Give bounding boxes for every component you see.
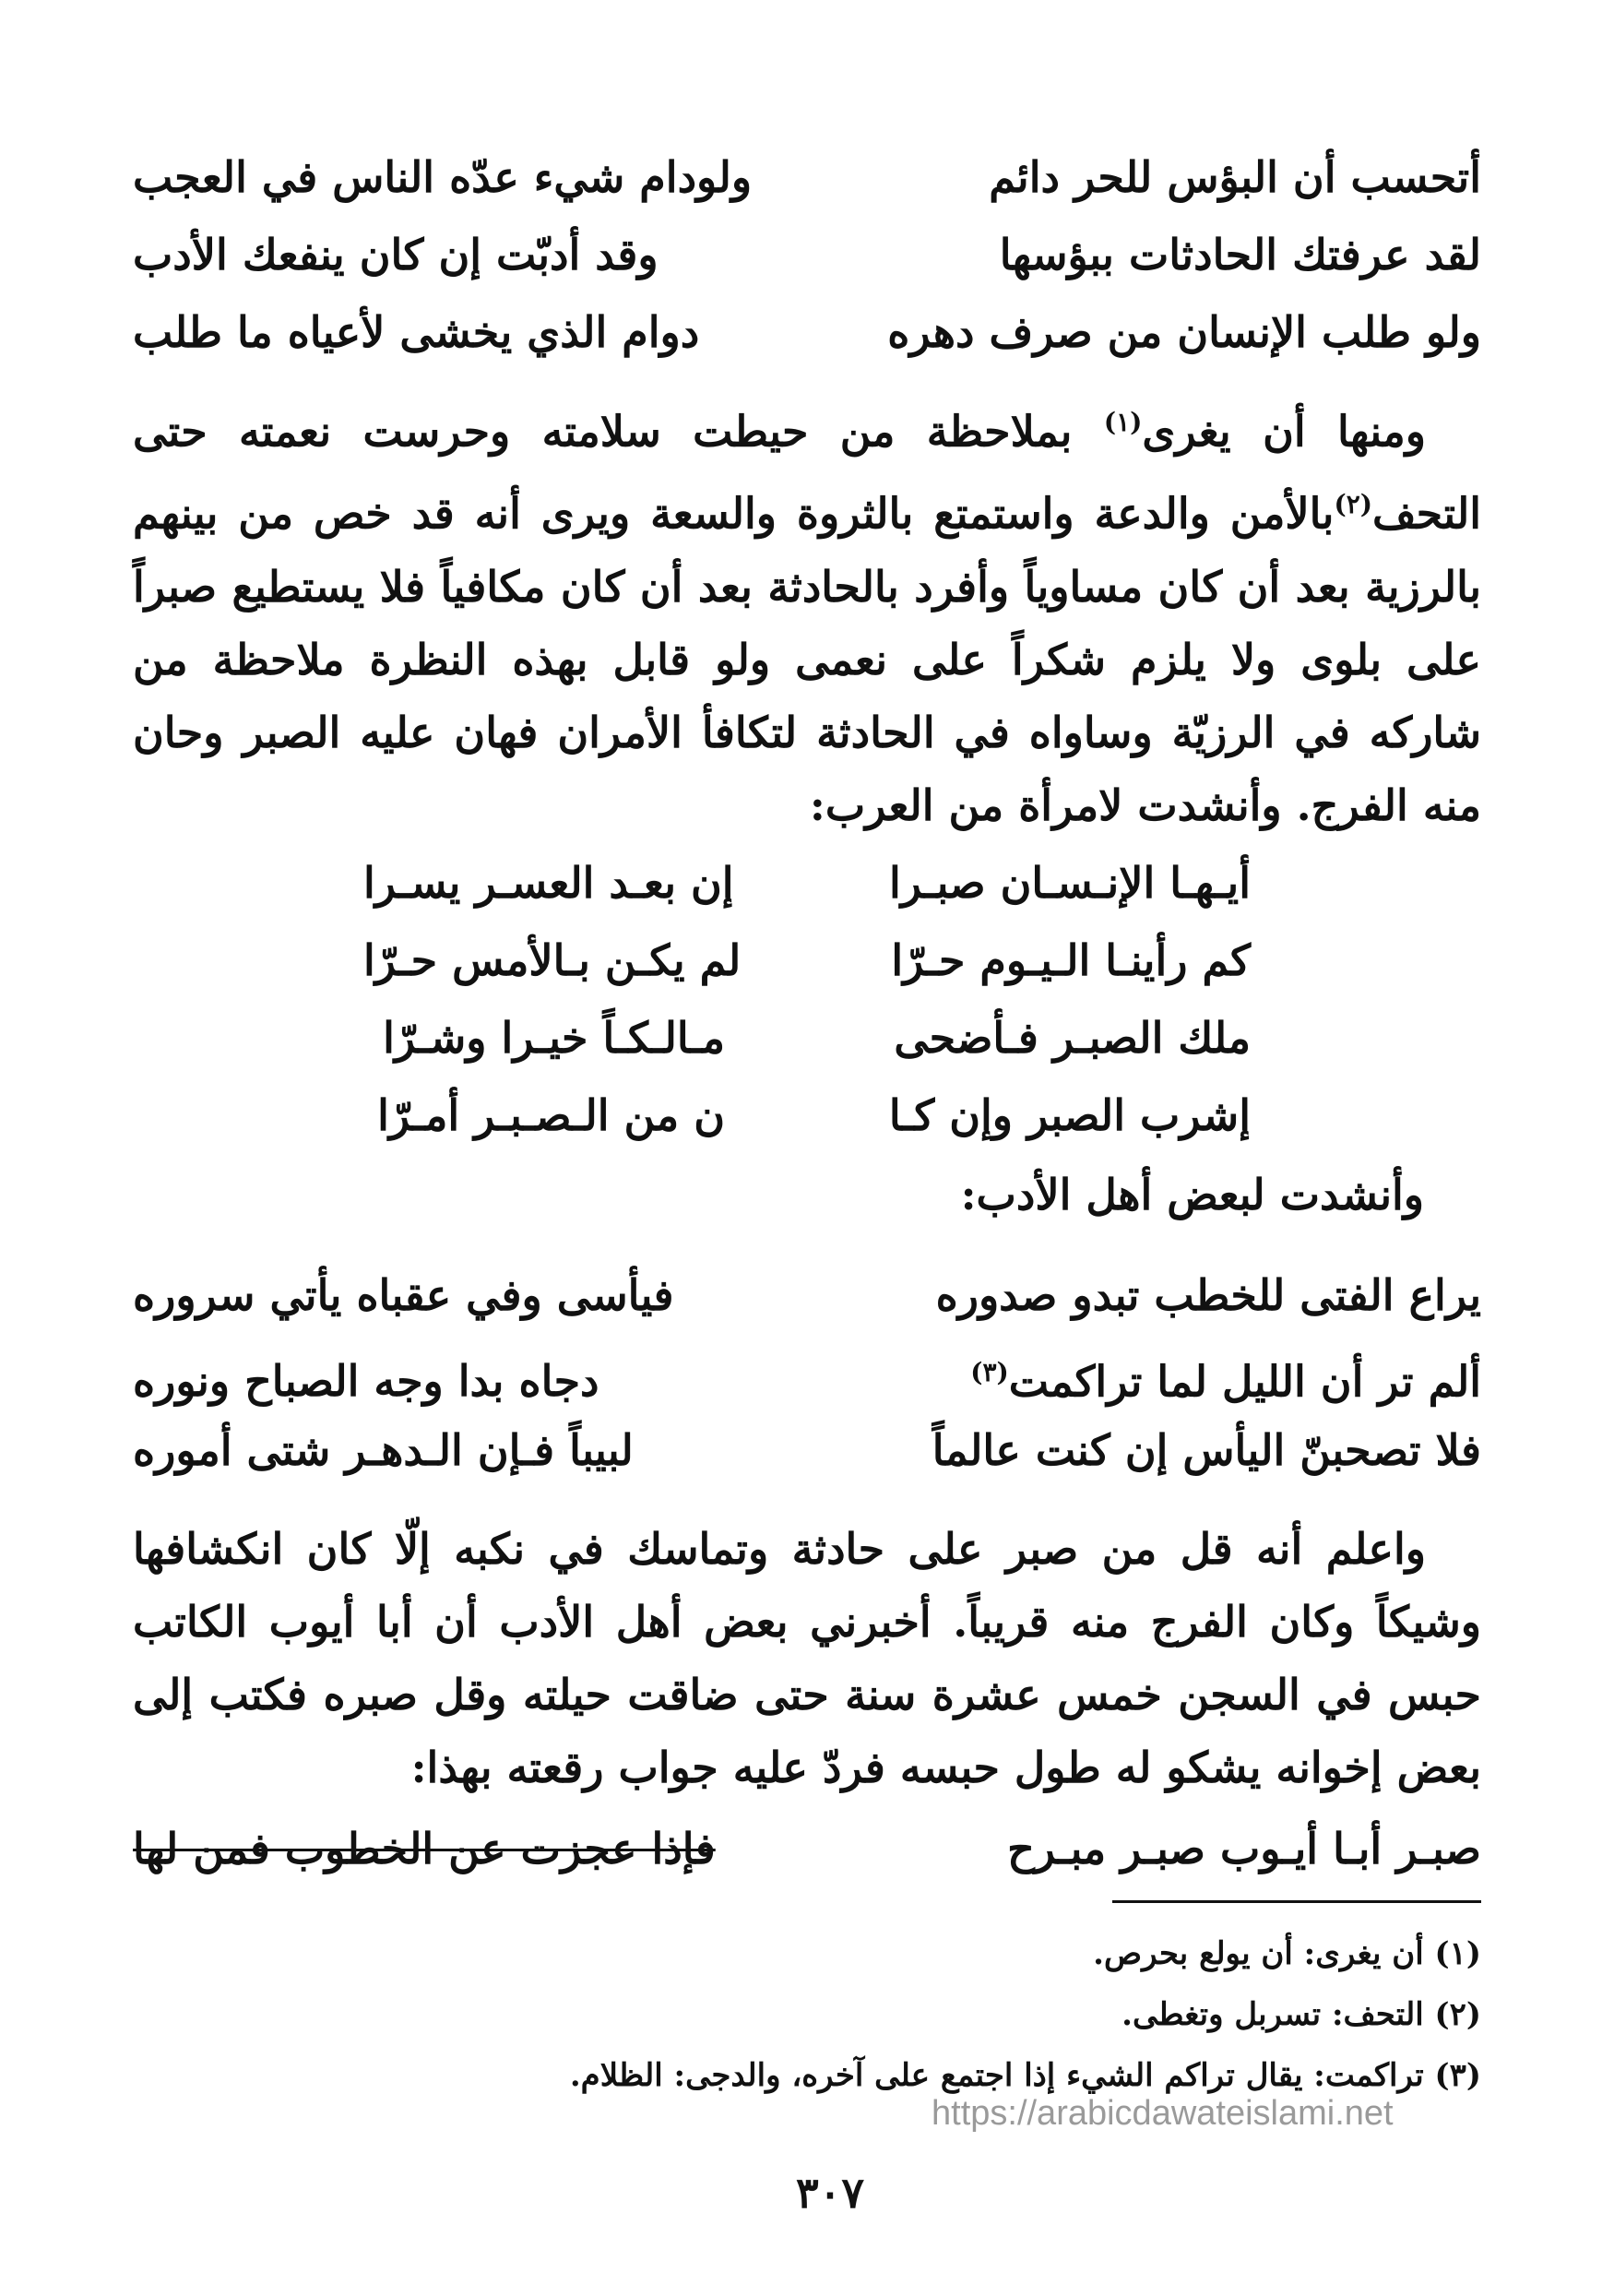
verse-second-hemistich: لبيباً فـإن الـدهـر شتى أموره bbox=[133, 1425, 634, 1475]
verse-second-hemistich: فإذا عجزت عن الخطوب فمن لها bbox=[133, 1824, 716, 1874]
verse-second-hemistich: مـالـكـاً خيـرا وشـرّا bbox=[383, 1013, 725, 1063]
footnote-2: (٢) التحف: تسربل وتغطى. bbox=[1121, 1996, 1481, 2033]
verse-second-hemistich: ولودام شيء عدّه الناس في العجب bbox=[133, 152, 753, 202]
verse-first-hemistich: إشرب الصبر وإن كـا bbox=[888, 1090, 1251, 1140]
verse-second-hemistich: إن بعـد العسـر يسـرا bbox=[363, 858, 734, 908]
verse-first-hemistich: صبـر أبـا أيـوب صبـر مبـرح bbox=[1007, 1824, 1481, 1874]
verse-second-hemistich: وقد أدبّت إن كان ينفعك الأدب bbox=[133, 230, 659, 280]
verse-first-hemistich: أيـهـا الإنـسـان صبـرا bbox=[889, 858, 1251, 908]
verse-line bbox=[133, 293, 1481, 371]
paragraph-text: واعلم أنه قل من صبر على حادثة وتماسك في نكبه إلّا كان انكشافها وشيكاً وكان الفرج منه قريباً. أخبرني بعض أهل الأدب أن أبا أيوب الكاتب حبس في السجن خمس عشرة سنة حتى ضاقت حيلته وقل صبره فكتب إلى بعض إخوانه يشكو له طول حبسه فردّ عليه جواب رقعته بهذا: bbox=[133, 1524, 1481, 1792]
verse-line bbox=[363, 844, 1251, 922]
verse-first-hemistich: ملك الصبـر فـأضحى bbox=[894, 1013, 1251, 1063]
verse-line bbox=[363, 922, 1251, 999]
verse-line bbox=[133, 1810, 1481, 1887]
verse-line bbox=[363, 999, 1251, 1077]
verse-first-hemistich: يراع الفتى للخطب تبدو صدوره bbox=[935, 1270, 1481, 1320]
verse-line bbox=[133, 138, 1481, 216]
footnote-divider bbox=[1112, 1900, 1481, 1903]
verse-text: ألم تر أن الليل لما تراكمت bbox=[1008, 1356, 1481, 1407]
verse-second-hemistich: لم يكـن بـالأمس حـرّا bbox=[363, 935, 742, 985]
verse-line bbox=[133, 1334, 1481, 1411]
paragraph-2 bbox=[133, 1513, 1481, 1804]
verse-first-hemistich: أتحسب أن البؤس للحر دائم bbox=[989, 152, 1481, 202]
verse-second-hemistich: ن من الـصـبـر أمـرّا bbox=[377, 1090, 725, 1140]
footnotes bbox=[133, 1923, 1481, 2106]
footnote-marker-2: (٢) bbox=[1334, 489, 1372, 520]
footnote-3: (٣) تراكمت: يقال تراكم الشيء إذا اجتمع على آخره، والدجى: الظلام. bbox=[569, 2057, 1481, 2094]
verse-line bbox=[363, 1077, 1251, 1154]
verse-first-hemistich: فلا تصحبنّ اليأس إن كنت عالماً bbox=[932, 1425, 1481, 1475]
watermark-url: https://arabicdawateislami.net bbox=[932, 2094, 1394, 2133]
verse-second-hemistich: دوام الذي يخشى لأعياه ما طلب bbox=[133, 307, 700, 357]
poem-lower bbox=[133, 1256, 1481, 1489]
verse-first-hemistich bbox=[891, 1334, 1481, 1420]
intro-line: وأنشدت لبعض أهل الأدب: bbox=[960, 1170, 1424, 1219]
footnote-marker-3: (٣) bbox=[970, 1357, 1009, 1387]
verse-first-hemistich: ولو طلب الإنسان من صرف دهره bbox=[887, 307, 1481, 357]
verse-first-hemistich: كم رأينـا الـيـوم حـرّا bbox=[891, 935, 1251, 985]
verse-second-hemistich: فيأسى وفي عقباه يأتي سروره bbox=[133, 1270, 674, 1320]
poem-last bbox=[133, 1810, 1481, 1887]
poem-middle bbox=[133, 844, 1481, 1154]
footnote-marker-1: (١) bbox=[1103, 407, 1143, 437]
paragraph-text: ومنها أن يغرى bbox=[1142, 406, 1426, 457]
paragraph-text: بالأمن والدعة واستمتع بالثروة والسعة ويرى أنه قد خص من بينهم بالرزية بعد أن كان مساوياً وأفرد بالحادثة بعد أن كان مكافياً فلا يستطيع صبراً على بلوى ولا يلزم شكراً على نعمى ولو قابل بهذه النظرة ملاحظة من شاركه في الرزيّة وساواه في الحادثة لتكافأ الأمران فهان عليه الصبر وحان منه الفرج. وأنشدت لامرأة من العرب: bbox=[133, 488, 1481, 830]
poem-top bbox=[133, 138, 1481, 371]
verse-line bbox=[133, 216, 1481, 293]
paragraph-1 bbox=[133, 386, 1481, 842]
verse-line bbox=[133, 1411, 1481, 1489]
verse-second-hemistich: دجاه بدا وجه الصباح ونوره bbox=[133, 1356, 599, 1407]
verse-line bbox=[133, 1256, 1481, 1334]
verse-first-hemistich: لقد عرفتك الحادثات ببؤسها bbox=[999, 230, 1481, 280]
footnote-1: (١) أن يغرى: أن يولع بحرص. bbox=[1093, 1935, 1481, 1972]
page-number: ٣٠٧ bbox=[795, 2168, 865, 2218]
paragraph-text: بملاحظة من حيطت سلامته وحرست نعمته حتى التحف bbox=[133, 406, 1481, 539]
